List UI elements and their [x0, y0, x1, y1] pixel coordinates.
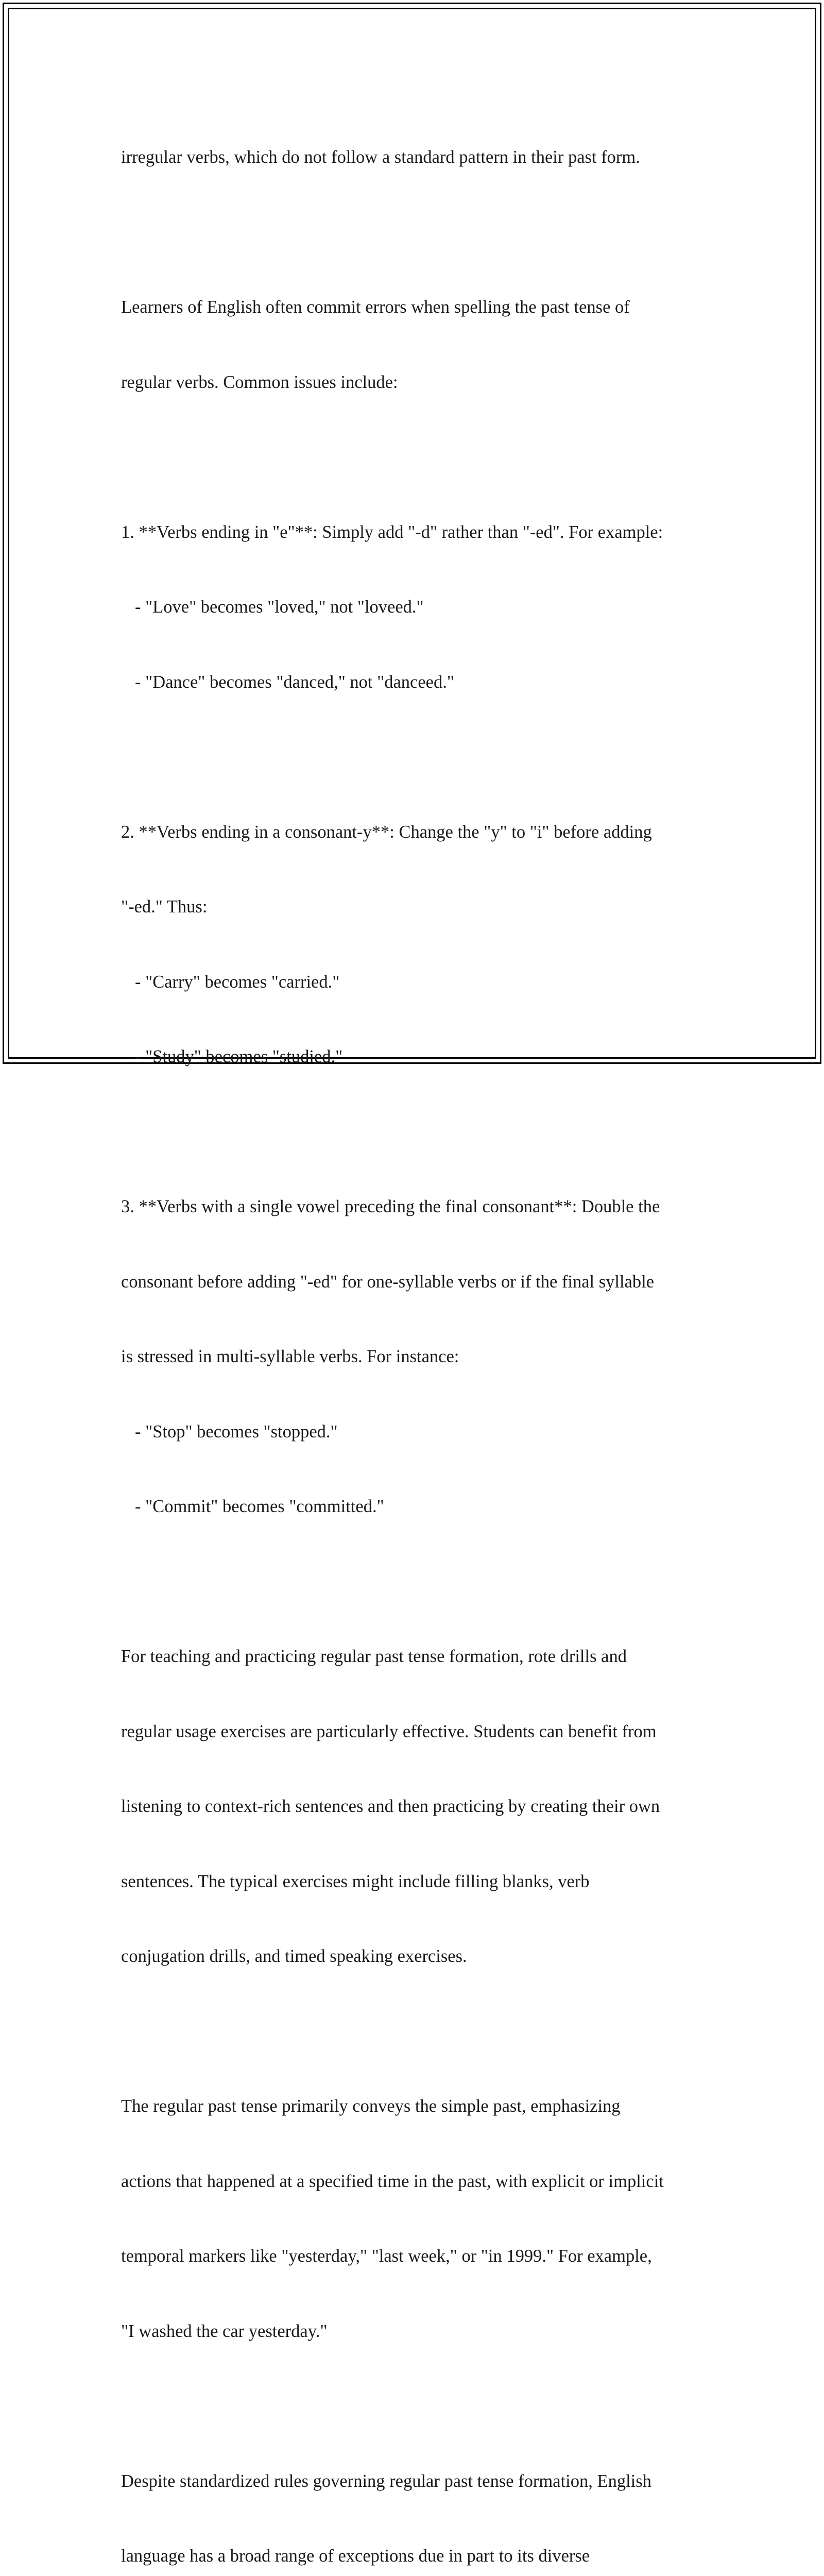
text-line: regular verbs. Common issues include:: [121, 370, 708, 395]
example-item: - "Dance" becomes "danced," not "danceed.": [121, 670, 708, 695]
text-line: temporal markers like "yesterday," "last week," or "in 1999." For example,: [121, 2244, 708, 2269]
text-line: 2. **Verbs ending in a consonant-y**: Change the "y" to "i" before adding: [121, 820, 708, 845]
paragraph-teaching: [121, 1594, 708, 2019]
text-line: Despite standardized rules governing regular past tense formation, English: [121, 2469, 708, 2494]
text-line: For teaching and practicing regular past tense formation, rote drills and: [121, 1644, 708, 1669]
text-line: regular usage exercises are particularly effective. Students can benefit from: [121, 1719, 708, 1744]
example-item: - "Stop" becomes "stopped.": [121, 1419, 708, 1445]
example-item: - "Carry" becomes "carried.": [121, 970, 708, 995]
example-item: - "Commit" becomes "committed.": [121, 1494, 708, 1519]
paragraph-simple-past: [121, 2044, 708, 2394]
text-line: listening to context-rich sentences and then practicing by creating their own: [121, 1794, 708, 1819]
rule-item-verbs-ending-e: [121, 470, 708, 745]
text-line: is stressed in multi-syllable verbs. For instance:: [121, 1344, 708, 1369]
text-line: conjugation drills, and timed speaking exercises.: [121, 1944, 708, 1969]
document-body: [121, 95, 708, 2576]
text-line: irregular verbs, which do not follow a standard pattern in their past form.: [121, 145, 708, 170]
example-item: - "Study" becomes "studied.": [121, 1044, 708, 1070]
rule-item-consonant-y: [121, 770, 708, 1120]
rule-item-double-consonant: [121, 1144, 708, 1569]
text-line: Learners of English often commit errors when spelling the past tense of: [121, 295, 708, 320]
paragraph-common-errors: [121, 245, 708, 445]
paragraph-exceptions: [121, 2419, 708, 2576]
text-line: actions that happened at a specified time in the past, with explicit or implicit: [121, 2169, 708, 2194]
example-item: - "Love" becomes "loved," not "loveed.": [121, 595, 708, 620]
paragraph-intro-fragment: [121, 95, 708, 220]
text-line: "I washed the car yesterday.": [121, 2319, 708, 2344]
text-line: "-ed." Thus:: [121, 894, 708, 920]
text-line: language has a broad range of exceptions due in part to its diverse: [121, 2544, 708, 2569]
text-line: consonant before adding "-ed" for one-syllable verbs or if the final syllable: [121, 1269, 708, 1295]
text-line: 1. **Verbs ending in "e"**: Simply add "-d" rather than "-ed". For example:: [121, 520, 708, 545]
text-line: 3. **Verbs with a single vowel preceding the final consonant**: Double the: [121, 1194, 708, 1219]
text-line: The regular past tense primarily conveys the simple past, emphasizing: [121, 2094, 708, 2119]
text-line: sentences. The typical exercises might include filling blanks, verb: [121, 1869, 708, 1894]
